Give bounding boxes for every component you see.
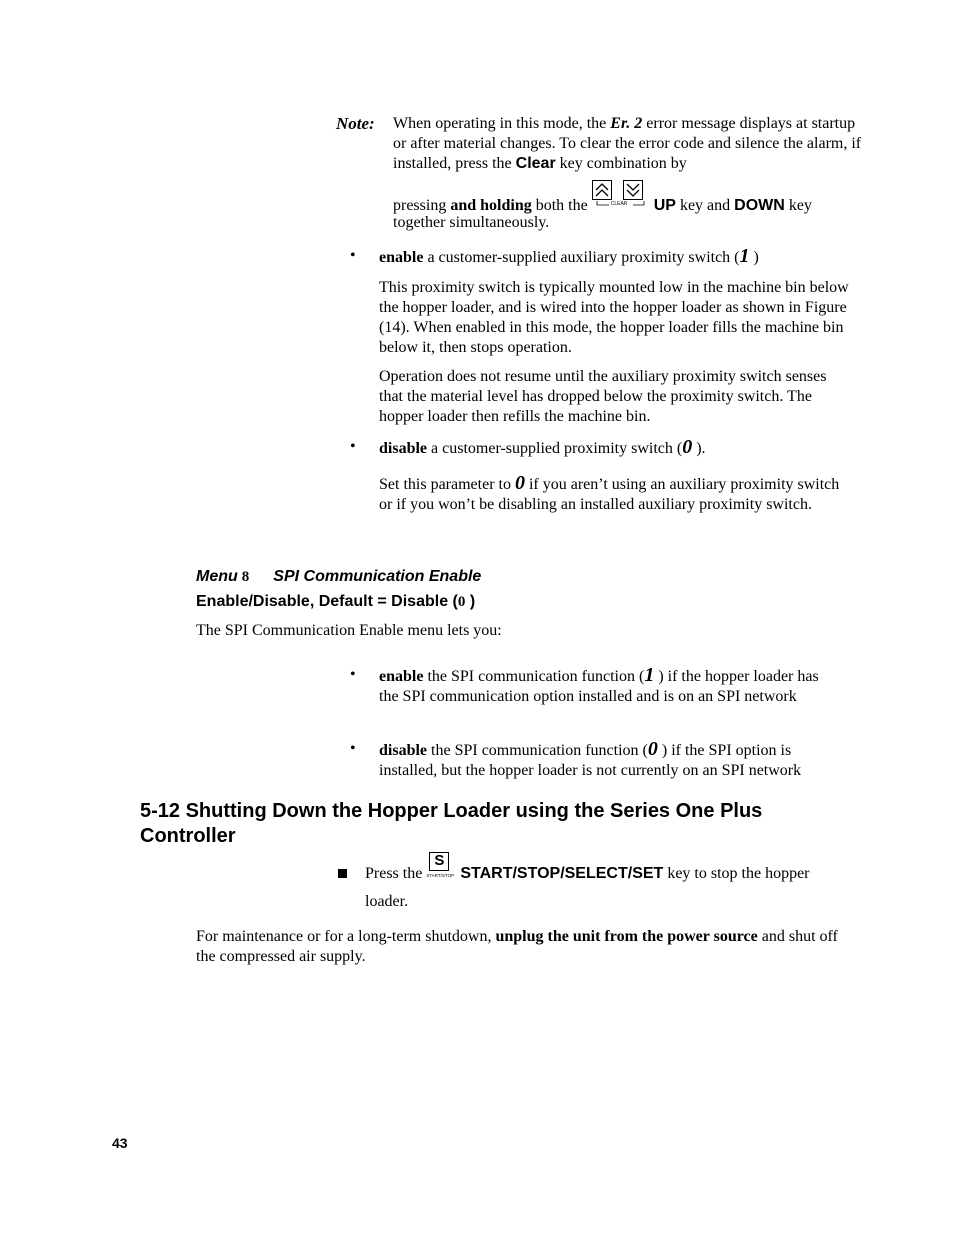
down-arrow-icon [623,180,643,200]
spi-enable-item: • enable the SPI communication function (1 ) if the hopper loader has the SPI communication option installed and is on an SPI network [350,664,819,705]
bullet-dot-icon: • [350,740,356,757]
bullet-dot-icon: • [350,666,356,683]
menu8-subtitle: Enable/Disable, Default = Disable (0 ) [196,593,476,610]
spi-disable-item: • disable the SPI communication function (0 ) if the SPI option is installed, but the hopper loader is not currently on an SPI network [350,738,802,779]
bullet-dot-icon: • [350,438,356,455]
down-key-name: DOWN [734,197,785,214]
enable-digit: 1 [739,245,750,267]
up-key-name: UP [653,197,676,214]
note-body [393,114,863,233]
section-heading: 5-12 Shutting Down the Hopper Loader using the Series One Plus Controller [140,800,763,847]
note-paragraph-2: pressing and holding both the CLEAR UP key and DOWN key [393,186,863,217]
note-paragraph-3: together simultaneously. [393,214,550,231]
error-code: Er. 2 [610,115,643,132]
maintenance-paragraph: For maintenance or for a long-term shutdown, unplug the unit from the power source and shut off the compressed air supply. [196,928,838,965]
bullet-dot-icon: • [350,247,356,264]
prox-disable-item: • disable a customer-supplied proximity switch (0 ). Set this parameter to 0 if you aren’t using an auxiliary proximity switch or if you won’t be disabling an installed auxiliary proximity switch. [379,437,854,515]
square-bullet-icon [338,869,347,878]
clear-icon-label: CLEAR [610,201,628,207]
prox-disable-para: Set this parameter to 0 if you aren’t using an auxiliary proximity switch or if you won’t be disabling an installed auxiliary proximity switch. [379,472,840,513]
start-stop-key-name: START/STOP/SELECT/SET [460,865,664,882]
spi-disable-digit: 0 [647,738,658,760]
note-paragraph-1: When operating in this mode, the Er. 2 error message displays at startup or after material changes. To clear the error code and silence the alarm, if installed, press the Clear key combination by [393,115,862,172]
clear-bracket-icon [596,201,646,207]
prox-enable-item: • enable a customer-supplied auxiliary proximity switch (1 ) This proximity switch is typically mounted low in the machine bin below the hopper loader, and is wired into the hopper loader as shown in Figure (14). When enabled in this mode, the hopper loader fills the machine bin below it, then stops operation. Operation does not resume until the auxiliary proximity switch senses that the material level has dropped below the proximity switch. The hopper loader then refills the machine bin. [379,246,854,427]
prox-enable-para-2: Operation does not resume until the auxiliary proximity switch senses that the material level has dropped below the proximity switch. The hopper loader then refills the machine bin. [379,368,827,425]
menu8-title: SPI Communication Enable [273,568,482,585]
param-digit: 0 [514,472,525,494]
disable-digit: 0 [682,436,693,458]
start-stop-key-icon: S START/STOP [426,852,455,878]
menu8-heading: Menu 8 SPI Communication Enable [196,568,482,585]
up-arrow-icon [592,180,612,200]
stop-step-item: Press the S START/STOP START/STOP/SELECT/SET key to stop the hopper loader. [365,864,850,912]
menu8-intro: The SPI Communication Enable menu lets you: [196,622,502,639]
clear-key-icon-group [592,180,650,208]
prox-enable-para-1: This proximity switch is typically mounted low in the machine bin below the hopper loader, and is wired into the hopper loader as shown in Figure (14). When enabled in this mode, the hopper loader fills the machine bin below it, then stops operation. [379,279,849,356]
note-label: Note: [336,114,375,133]
clear-key-name: Clear [515,155,556,172]
page-number: 43 [112,1135,128,1151]
spi-enable-digit: 1 [644,664,655,686]
